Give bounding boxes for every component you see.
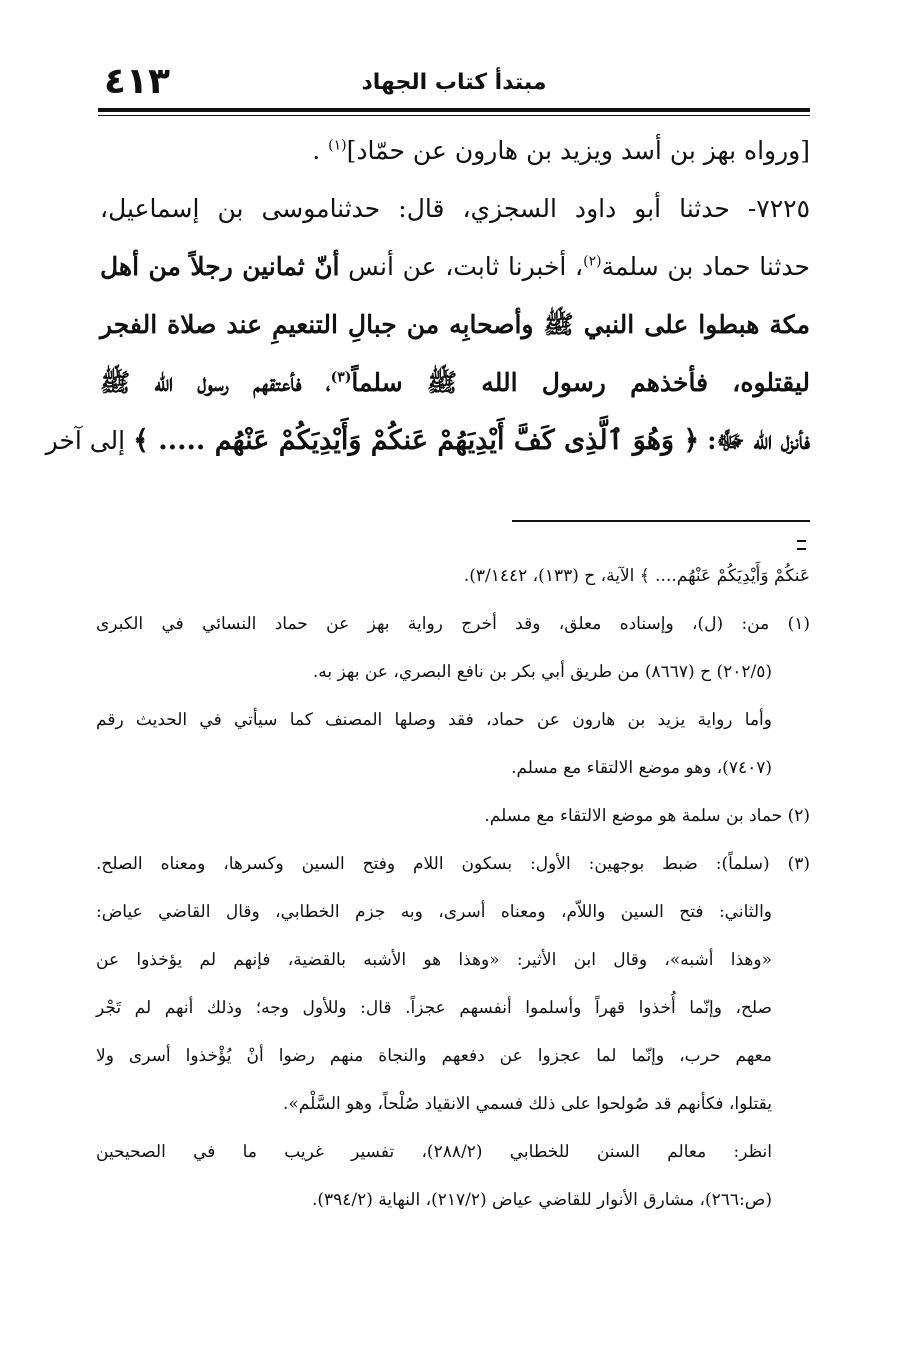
footnote-3-line-5 [96,1038,772,1074]
footnote-separator [512,520,810,522]
footnote-text: (٧٤٠٧)، وهو موضع الالتقاء مع مسلم. [511,758,772,778]
matn-bold-start: أنّ ثمانين رجلاً من أهل [100,252,340,281]
footnote-1-line-4 [96,750,772,786]
footnote-text: «وهذا أشبه»، وقال ابن الأثير: «وهذا هو الأشبه بالقضية، فإنهم لم يؤخذوا عن [96,950,772,970]
footnote-1-line-1 [96,606,810,642]
footnote-3-line-7 [96,1134,772,1170]
footnote-text: والثاني: فتح السين واللاّم، ومعناه أسرى، وبه جزم الخطابي، وقال القاضي عياض: [96,902,772,922]
main-line-1 [100,124,810,178]
main-line-5 [100,356,810,410]
main-line-4 [100,298,810,352]
footnote-number-3: (٣) [787,854,810,874]
quran-verse: ﴿ وَهُوَ ٱلَّذِى كَفَّ أَيْدِيَهُمْ عَنكُمْ وَأَيْدِيَكُمْ عَنْهُم ..... ﴾ [133,425,700,456]
footnote-text: يقتلوا، فكأنهم قد صُولحوا على ذلك فسمي الانقياد صُلْحاً، وهو السَّلْم». [282,1094,772,1114]
continuation-text: عَنكُمْ وَأَيْدِيَكُمْ عَنْهُم.... ﴾ الآية، ح (١٣٣)، ٣/١٤٤٢). [463,566,810,586]
footnote-3-line-1 [96,846,810,882]
page-number: ٤١٣ [104,61,170,102]
footnote-text: (ص:٢٦٦)، مشارق الأنوار للقاضي عياض (٢١٧/٢)، النهاية (٣٩٤/٢). [311,1190,772,1210]
footnote-number-1: (١) [787,614,811,634]
hadith-intro: ٧٢٢٥- حدثنا أبو داود السجزي، قال: حدثناموسى بن إسماعيل، [100,194,810,223]
footnote-1-line-3 [96,702,772,738]
footnote-text: من: (ل)، وإسناده معلق، وقد أخرج رواية بهز عن حماد النسائي في الكبرى [96,614,770,634]
matn-revelation: فأنزل الله ﷻ: [707,426,810,455]
main-line-3 [100,240,810,294]
footnote-3-line-2 [96,894,772,930]
footnote-continuation [96,558,810,594]
main-line-6 [45,414,810,468]
narrator-text-cont: ، أخبرنا ثابت، عن أنس [348,252,584,281]
footnote-text: (سلماً): ضبط بوجهين: الأول: بسكون اللام وفتح السين وكسرها، ومعناه الصلح. [96,854,770,874]
ila-akhir: إلى آخر [45,426,126,455]
line-end-period: . [312,136,321,165]
footnote-number-2: (٢) [787,806,810,826]
footnote-ref-1: (١) [328,137,347,154]
narrator-text: حدثنا حماد بن سلمة [601,252,811,281]
footnote-text: معهم حرب، وإنّما لما عجزوا عن دفعهم والنجاة منهم رضوا أنْ يُؤْخذوا أسرى ولا [96,1046,772,1066]
matn-line-2b: ، فأعتقهم رسول الله ﷺ [100,368,331,397]
footnote-2-line-1 [96,798,810,834]
footnote-3-line-6 [96,1086,772,1122]
footnote-1-line-2 [96,654,772,690]
matn-line: مكة هبطوا على النبي ﷺ وأصحابِه من جبالِ التنعيمِ عند صلاة الفجر [100,310,810,339]
footnote-text: انظر: معالم السنن للخطابي (٢٨٨/٢)، تفسير غريب ما في الصحيحين [96,1142,772,1162]
continuation-mark [797,540,806,550]
bracketed-text: [ورواه بهز بن أسد ويزيد بن هارون عن حمّاد] [346,136,810,165]
footnote-text: صلح، وإنّما أُخذوا قهراً وأسلموا أنفسهم عجزاً. قال: وللأول وجه؛ وذلك أنهم لم تَجْر [96,998,772,1018]
page-header [98,62,810,106]
main-line-2 [100,182,810,236]
footnote-text: وأما رواية يزيد بن هارون عن حماد، فقد وصلها المصنف كما سيأتي في الحديث رقم [96,710,772,730]
footnote-text: (٢٠٢/٥) ح (٨٦٦٧) من طريق أبي بكر بن نافع البصري، عن بهز به. [312,662,772,682]
header-rule-thin [98,115,810,116]
matn-line-2a: ليقتلوه، فأخذهم رسول الله ﷺ سلماً [351,368,810,397]
footnote-ref-3: (٣) [330,369,352,386]
footnote-3-line-4 [96,990,772,1026]
footnote-3-line-3 [96,942,772,978]
footnote-3-line-8 [96,1182,772,1218]
footnote-ref-2: (٢) [583,253,602,270]
running-title: مبتدأ كتاب الجهاد [361,70,547,95]
header-rule [98,108,810,112]
footnote-text: حماد بن سلمة هو موضع الالتقاء مع مسلم. [484,806,783,826]
